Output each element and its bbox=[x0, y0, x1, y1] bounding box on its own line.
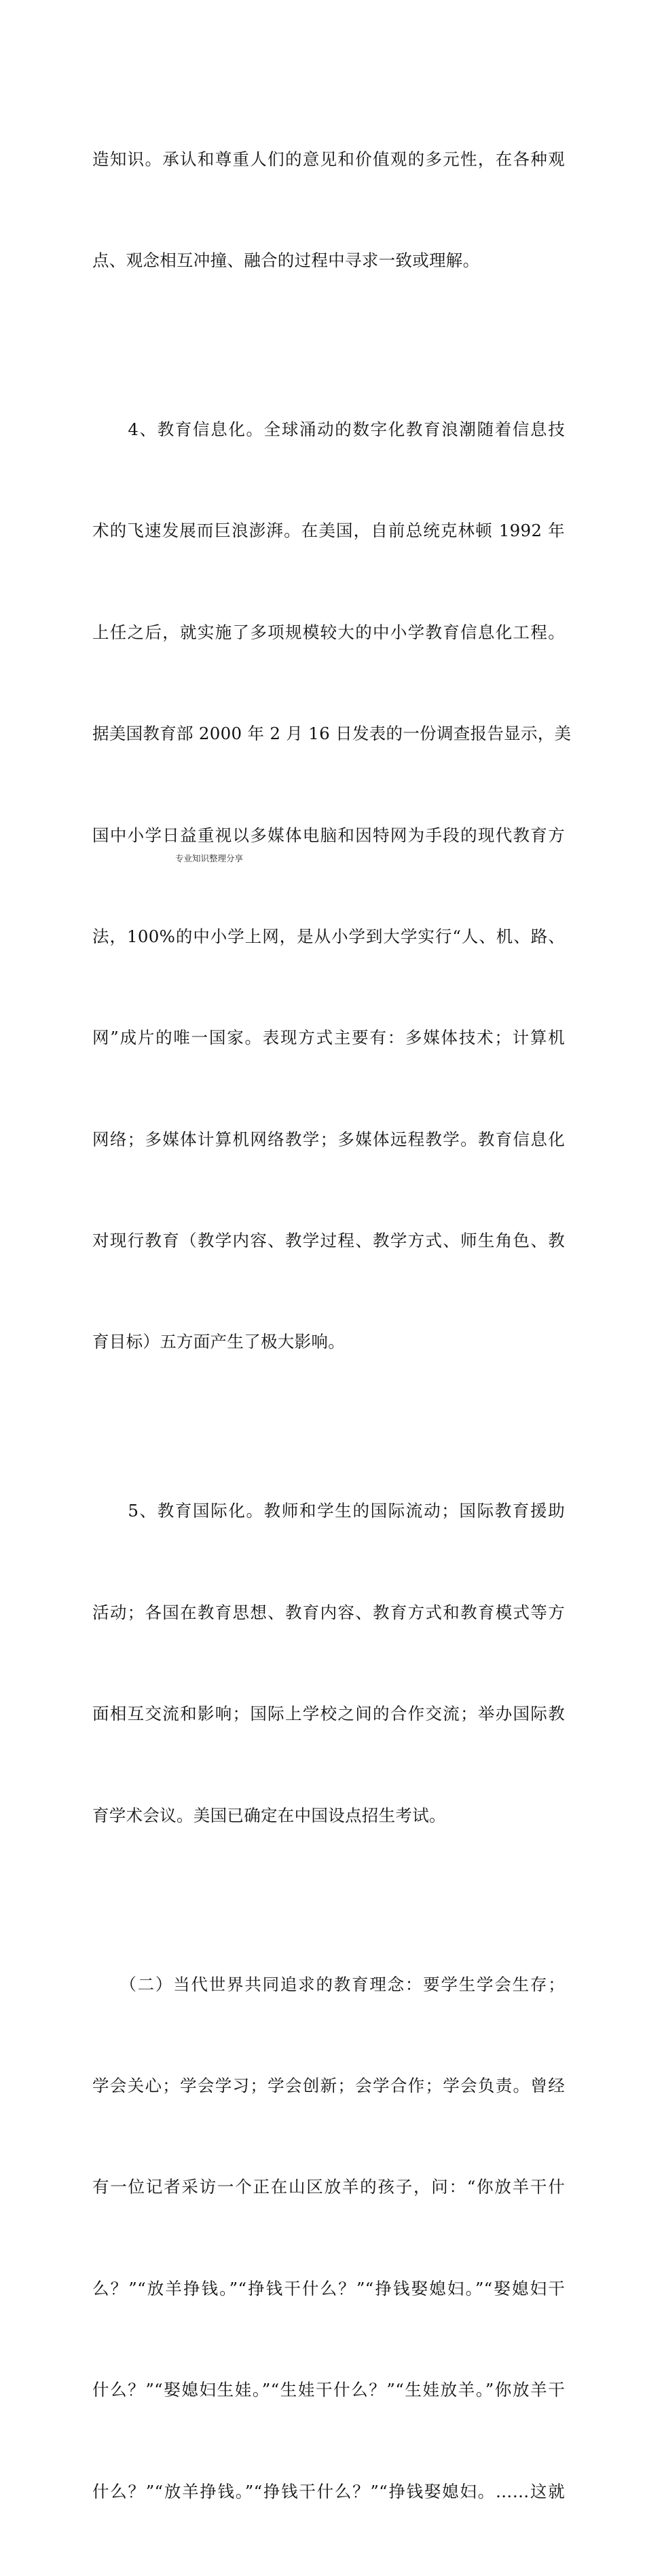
text-line: 5、教育国际化。教师和学生的国际流动；国际教育援助 bbox=[92, 1501, 565, 1521]
paragraph-continuation bbox=[92, 75, 565, 345]
text-line: 上任之后，就实施了多项规模较大的中小学教育信息化工程。 bbox=[92, 622, 565, 642]
text-line: 学会关心；学会学习；学会创新；会学合作；学会负责。曾经 bbox=[92, 2076, 565, 2096]
text-line: 什么？”“娶媳妇生娃。”“生娃干什么？”“生娃放羊。”你放羊干 bbox=[92, 2380, 565, 2400]
text-line: 对现行教育（教学内容、教学过程、教学方式、师生角色、教 bbox=[92, 1231, 565, 1251]
paragraph-education-internationalization bbox=[92, 1427, 565, 1900]
paragraph-education-informatization bbox=[92, 345, 572, 1427]
text-line: 活动；各国在教育思想、教育内容、教育方式和教育模式等方 bbox=[92, 1602, 565, 1622]
text-line: （二）当代世界共同追求的教育理念：要学生学会生存； bbox=[92, 1974, 565, 1994]
text-line: 有一位记者采访一个正在山区放羊的孩子，问：“你放羊干什 bbox=[92, 2177, 565, 2197]
text-line: 术的飞速发展而巨浪澎湃。在美国，自前总统克林顿 1992 年 bbox=[92, 521, 565, 541]
text-line: 国中小学日益重视以多媒体电脑和因特网为手段的现代教育方 bbox=[92, 825, 565, 845]
text-line: 点、观念相互冲撞、融合的过程中寻求一致或理解。 bbox=[92, 250, 480, 270]
text-line: 据美国教育部 2000 年 2 月 16 日发表的一份调查报告显示，美 bbox=[92, 724, 572, 744]
text-line: 网络；多媒体计算机网络教学；多媒体远程教学。教育信息化 bbox=[92, 1129, 565, 1149]
text-line: 造知识。承认和尊重人们的意见和价值观的多元性，在各种观 bbox=[92, 149, 565, 169]
text-line: 网”成片的唯一国家。表现方式主要有：多媒体技术；计算机 bbox=[92, 1028, 565, 1048]
text-line: 4、教育信息化。全球涌动的数字化教育浪潮随着信息技 bbox=[92, 419, 565, 439]
document-body bbox=[92, 75, 572, 2576]
paragraph-education-philosophy bbox=[92, 1900, 565, 2576]
text-line: 面相互交流和影响；国际上学校之间的合作交流；举办国际教 bbox=[92, 1704, 565, 1724]
text-line: 育学术会议。美国已确定在中国设点招生考试。 bbox=[92, 1805, 446, 1825]
text-line: 法，100%的中小学上网，是从小学到大学实行“人、机、路、 bbox=[92, 926, 565, 946]
text-line: 么？”“放羊挣钱。”“挣钱干什么？”“挣钱娶媳妇。”“娶媳妇干 bbox=[92, 2278, 565, 2298]
text-line: 育目标）五方面产生了极大影响。 bbox=[92, 1332, 345, 1352]
page-footer: 专业知识整理分享 bbox=[175, 853, 244, 863]
text-line: 什么？”“放羊挣钱。”“挣钱干什么？”“挣钱娶媳妇。……这就 bbox=[92, 2481, 565, 2501]
